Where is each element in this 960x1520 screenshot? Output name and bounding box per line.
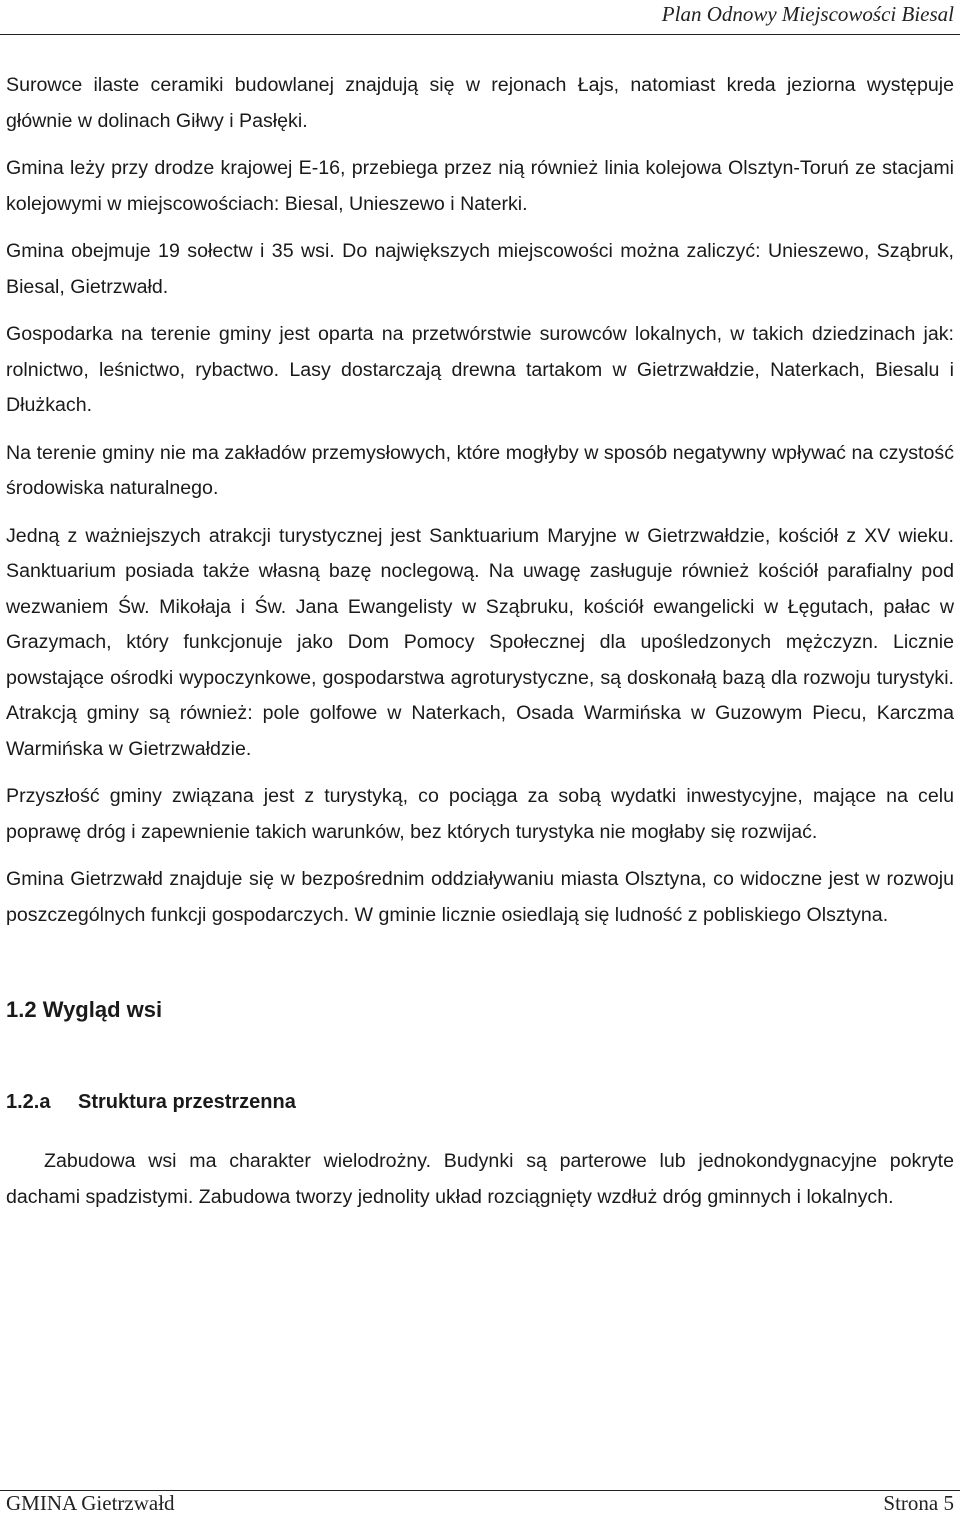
- section-heading: 1.2 Wygląd wsi: [6, 997, 163, 1022]
- page-number: Strona 5: [883, 1491, 954, 1515]
- paragraph-villages: Gmina obejmuje 19 sołectw i 35 wsi. Do największych miejscowości można zaliczyć: Unieszewo, Sząbruk, Biesal, Gietrzwałd.: [6, 240, 954, 298]
- paragraph-structure: Zabudowa wsi ma charakter wielodrożny. Budynki są parterowe lub jednokondygnacyjne pokryte dachami spadzistymi. Zabudowa tworzy jednolity układ rozciągnięty wzdłuż dróg gminnych i lokalnych.: [6, 1150, 954, 1208]
- page-footer: [0, 1490, 960, 1520]
- paragraph-olsztyn: Gmina Gietrzwałd znajduje się w bezpośrednim oddziaływaniu miasta Olsztyna, co widoczne jest w rozwoju poszczególnych funkcji gospodarczych. W gminie licznie osiedlają się ludność z pobliskiego Olsztyna.: [6, 868, 954, 926]
- paragraph-industry: Na terenie gminy nie ma zakładów przemysłowych, które mogłyby w sposób negatywny wpływać na czystość środowiska naturalnego.: [6, 441, 954, 499]
- footer-municipality: GMINA Gietrzwałd: [6, 1491, 175, 1515]
- subsection-heading: [6, 1087, 954, 1117]
- page-content: [6, 68, 954, 1227]
- paragraph-raw-materials: Surowce ilaste ceramiki budowlanej znajdują się w rejonach Łajs, natomiast kreda jeziorna występuje głównie w dolinach Giłwy i Pasłęki.: [6, 74, 954, 132]
- paragraph-future: Przyszłość gminy związana jest z turystyką, co pociąga za sobą wydatki inwestycyjne, mające na celu poprawę dróg i zapewnienie takich warunków, bez których turystyka nie mogłaby się rozwijać.: [6, 785, 954, 843]
- subsection-title: Struktura przestrzenna: [78, 1091, 296, 1113]
- paragraph-attractions: Jedną z ważniejszych atrakcji turystycznej jest Sanktuarium Maryjne w Gietrzwałdzie, kościół z XV wieku. Sanktuarium posiada także własną bazę noclegową. Na uwagę zasługuje również kościół parafialny pod wezwaniem Św. Mikołaja i Św. Jana Ewangelisty w Sząbruku, kościół ewangelicki w Łęgutach, pałac w Grazymach, który funkcjonuje jako Dom Pomocy Społecznej dla upośledzonych mężczyzn. Licznie powstające ośrodki wypoczynkowe, gospodarstwa agroturystyczne, są doskonałą bazą dla rozwoju turystyki. Atrakcją gminy są również: pole golfowe w Naterkach, Osada Warmińska w Guzowym Piecu, Karczma Warmińska w Gietrzwałdzie.: [6, 524, 954, 760]
- paragraph-transport: Gmina leży przy drodze krajowej E-16, przebiega przez nią również linia kolejowa Olsztyn-Toruń ze stacjami kolejowymi w miejscowościach: Biesal, Unieszewo i Naterki.: [6, 157, 954, 215]
- document-title: Plan Odnowy Miejscowości Biesal: [661, 2, 954, 26]
- paragraph-economy: Gospodarka na terenie gminy jest oparta na przetwórstwie surowców lokalnych, w takich dziedzinach jak: rolnictwo, leśnictwo, rybactwo. Lasy dostarczają drewna tartakom w Gietrzwałdzie, Naterkach, Biesalu i Dłużkach.: [6, 323, 954, 416]
- subsection-number: 1.2.a: [6, 1091, 51, 1113]
- page-header: [0, 0, 960, 35]
